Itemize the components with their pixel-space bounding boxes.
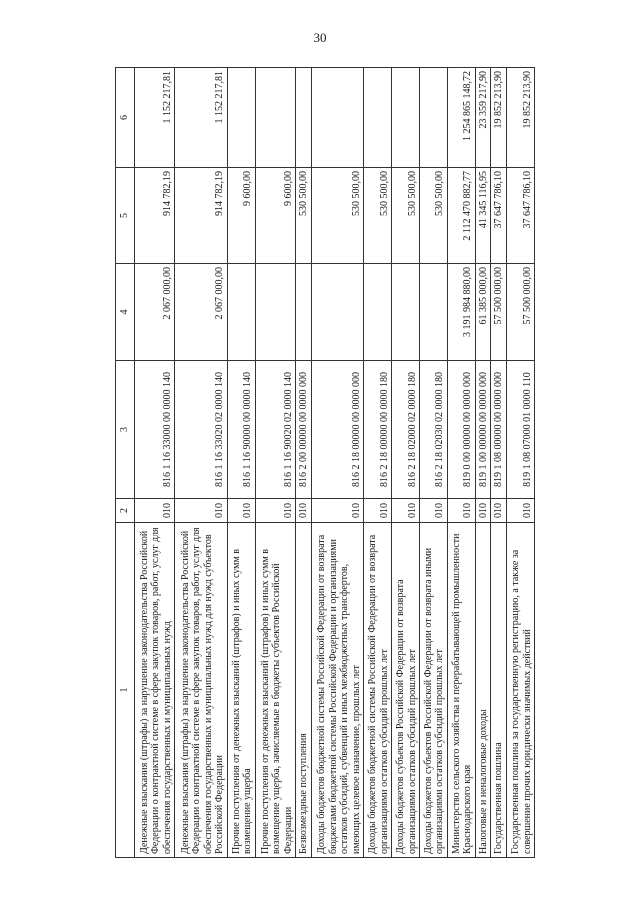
table-row [227,68,255,858]
row-name-cell: Государственная пошлина за государственную регистрацию, а также за совершение прочих юридически значимых действий [506,523,534,858]
column-header: 3 [116,361,135,499]
remainder-amount-cell [392,68,420,168]
table-row [175,68,228,858]
plan-amount-cell [364,264,392,361]
executed-amount-cell: 530 500,00 [364,168,392,264]
executed-amount-cell: 2 112 470 882,77 [447,168,475,264]
plan-amount-cell: 2 067 000,00 [135,264,175,361]
executed-amount-cell: 37 647 786,10 [491,168,507,264]
revenue-table [115,67,535,858]
budget-code-cell: 816 1 16 90020 02 0000 140 [255,361,295,499]
page-number: 30 [313,30,327,45]
row-name-cell: Налоговые и неналоговые доходы [475,523,491,858]
executed-amount-cell: 41 345 116,95 [475,168,491,264]
column-header: 6 [116,68,135,168]
remainder-amount-cell: 1 152 217,81 [135,68,175,168]
admin-code-cell: 010 [392,499,420,523]
admin-code-cell: 010 [364,499,392,523]
row-name-cell: Безвозмездные поступления [296,523,312,858]
table-body [135,68,535,858]
table-row [364,68,392,858]
table-row [475,68,491,858]
table-row [447,68,475,858]
admin-code-cell: 010 [311,499,364,523]
column-header: 5 [116,168,135,264]
row-name-cell: Прочие поступления от денежных взысканий (штрафов) и иных сумм в возмещение ущерба [227,523,255,858]
admin-code-cell: 010 [296,499,312,523]
admin-code-cell: 010 [506,499,534,523]
plan-amount-cell [392,264,420,361]
budget-code-cell: 816 1 16 90000 00 0000 140 [227,361,255,499]
row-name-cell: Доходы бюджетов бюджетной системы Российской Федерации от возврата организациями остатков субсидий прошлых лет [364,523,392,858]
row-name-cell: Министерство сельского хозяйства и перерабатывающей промышленности Краснодарского края [447,523,475,858]
column-header: 2 [116,499,135,523]
budget-code-cell: 816 2 18 00000 00 0000 000 [311,361,364,499]
remainder-amount-cell: 23 359 217,90 [475,68,491,168]
executed-amount-cell: 530 500,00 [311,168,364,264]
table-row [311,68,364,858]
budget-code-cell: 816 1 16 33000 00 0000 140 [135,361,175,499]
plan-amount-cell: 57 500 000,00 [491,264,507,361]
plan-amount-cell: 3 191 984 880,00 [447,264,475,361]
executed-amount-cell: 9 600,00 [255,168,295,264]
executed-amount-cell: 530 500,00 [420,168,448,264]
budget-code-cell: 816 2 18 00000 00 0000 180 [364,361,392,499]
executed-amount-cell: 37 647 786,10 [506,168,534,264]
row-name-cell: Доходы бюджетов субъектов Российской Федерации от возврата организациями остатков субсидий прошлых лет [392,523,420,858]
budget-code-cell: 816 2 18 02030 02 0000 180 [420,361,448,499]
budget-code-cell: 816 2 00 00000 00 0000 000 [296,361,312,499]
budget-code-cell: 819 1 00 00000 00 0000 000 [475,361,491,499]
column-header: 1 [116,523,135,858]
plan-amount-cell [255,264,295,361]
table-row [135,68,175,858]
plan-amount-cell [311,264,364,361]
remainder-amount-cell [364,68,392,168]
admin-code-cell: 010 [447,499,475,523]
table-row [296,68,312,858]
row-name-cell: Денежные взыскания (штрафы) за нарушение законодательства Российской Федерации о контрактной системе в сфере закупок товаров, работ, услуг для обеспечения государственных и муниципальных нужд [135,523,175,858]
plan-amount-cell [227,264,255,361]
admin-code-cell: 010 [135,499,175,523]
admin-code-cell: 010 [255,499,295,523]
table-row [491,68,507,858]
plan-amount-cell: 2 067 000,00 [175,264,228,361]
admin-code-cell: 010 [491,499,507,523]
table-row [392,68,420,858]
admin-code-cell: 010 [175,499,228,523]
budget-code-cell: 816 2 18 02000 02 0000 180 [392,361,420,499]
table-header-row [116,68,135,858]
plan-amount-cell: 57 500 000,00 [506,264,534,361]
executed-amount-cell: 530 500,00 [392,168,420,264]
table-row [420,68,448,858]
row-name-cell: Прочие поступления от денежных взысканий (штрафов) и иных сумм в возмещение ущерба, зачисляемые в бюджеты субъектов Российской Федерации [255,523,295,858]
remainder-amount-cell [227,68,255,168]
remainder-amount-cell [420,68,448,168]
admin-code-cell: 010 [475,499,491,523]
plan-amount-cell: 61 385 000,00 [475,264,491,361]
row-name-cell: Денежные взыскания (штрафы) за нарушение законодательства Российской Федерации о контрактной системе в сфере закупок товаров, работ, услуг для обеспечения государственных и муниципальных нужд для нужд субъектов Российской Федерации [175,523,228,858]
rotated-table-wrapper [115,68,535,858]
admin-code-cell: 010 [227,499,255,523]
plan-amount-cell [296,264,312,361]
remainder-amount-cell: 1 254 865 148,72 [447,68,475,168]
remainder-amount-cell [255,68,295,168]
admin-code-cell: 010 [420,499,448,523]
column-header: 4 [116,264,135,361]
plan-amount-cell [420,264,448,361]
budget-code-cell: 819 1 08 07000 01 0000 110 [506,361,534,499]
executed-amount-cell: 530 500,00 [296,168,312,264]
remainder-amount-cell: 1 152 217,81 [175,68,228,168]
budget-code-cell: 816 1 16 33020 02 0000 140 [175,361,228,499]
row-name-cell: Государственная пошлина [491,523,507,858]
executed-amount-cell: 914 782,19 [175,168,228,264]
table-row [255,68,295,858]
row-name-cell: Доходы бюджетов субъектов Российской Федерации от возврата иными организациями остатков субсидий прошлых лет [420,523,448,858]
remainder-amount-cell [296,68,312,168]
remainder-amount-cell: 19 852 213,90 [506,68,534,168]
budget-code-cell: 819 1 08 00000 00 0000 000 [491,361,507,499]
table-row [506,68,534,858]
row-name-cell: Доходы бюджетов бюджетной системы Российской Федерации от возврата бюджетами бюджетной системы Российской Федерации и организациями остатков субсидий, субвенций и иных межбюджетных трансфертов, имеющих целевое назначение, прошлых лет [311,523,364,858]
remainder-amount-cell: 19 852 213,90 [491,68,507,168]
executed-amount-cell: 914 782,19 [135,168,175,264]
budget-code-cell: 819 0 00 00000 00 0000 000 [447,361,475,499]
remainder-amount-cell [311,68,364,168]
executed-amount-cell: 9 600,00 [227,168,255,264]
